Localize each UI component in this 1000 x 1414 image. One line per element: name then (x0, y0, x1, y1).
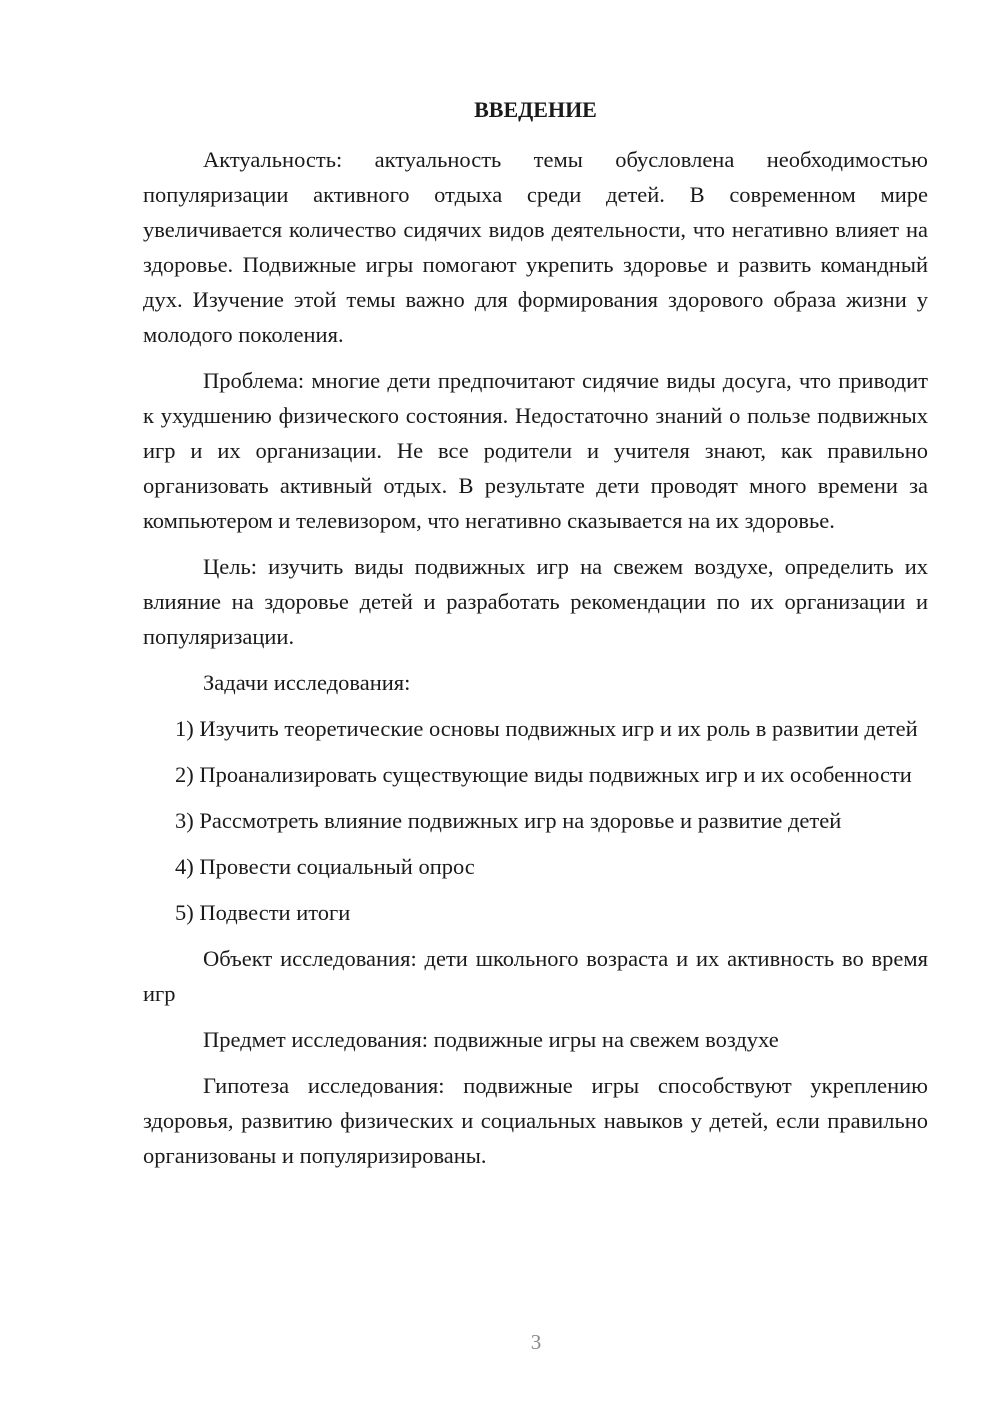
page-number: 3 (530, 1330, 542, 1354)
page-title: ВВЕДЕНИЕ (474, 97, 597, 122)
hypothesis-paragraph: Гипотеза исследования: подвижные игры способствуют укреплению здоровья, развитию физических и социальных навыков у детей, если правильно организованы и популяризированы. (143, 1073, 928, 1168)
task-item: 3) Рассмотреть влияние подвижных игр на здоровье и развитие детей (175, 808, 842, 833)
problem-paragraph: Проблема: многие дети предпочитают сидячие виды досуга, что приводит к ухудшению физического состояния. Недостаточно знаний о пользе подвижных игр и их организации. Не все родители и учителя знают, как правильно организовать активный отдых. В результате дети проводят много времени за компьютером и телевизором, что негативно сказывается на их здоровье. (143, 368, 928, 533)
document-body (143, 92, 928, 1184)
tasks-heading: Задачи исследования: (203, 670, 411, 695)
goal-paragraph: Цель: изучить виды подвижных игр на свежем воздухе, определить их влияние на здоровье детей и разработать рекомендации по их организации и популяризации. (143, 554, 928, 649)
task-item: 5) Подвести итоги (175, 900, 351, 925)
object-paragraph: Объект исследования: дети школьного возраста и их активность во время игр (143, 946, 928, 1006)
subject-paragraph: Предмет исследования: подвижные игры на свежем воздухе (203, 1027, 779, 1052)
task-item: 4) Провести социальный опрос (175, 854, 475, 879)
task-item: 2) Проанализировать существующие виды подвижных игр и их особенности (175, 762, 912, 787)
relevance-paragraph: Актуальность: актуальность темы обусловлена необходимостью популяризации активного отдыха среди детей. В современном мире увеличивается количество сидячих видов деятельности, что негативно влияет на здоровье. Подвижные игры помогают укрепить здоровье и развить командный дух. Изучение этой темы важно для формирования здорового образа жизни у молодого поколения. (143, 147, 928, 347)
task-item: 1) Изучить теоретические основы подвижных игр и их роль в развитии детей (175, 716, 918, 741)
